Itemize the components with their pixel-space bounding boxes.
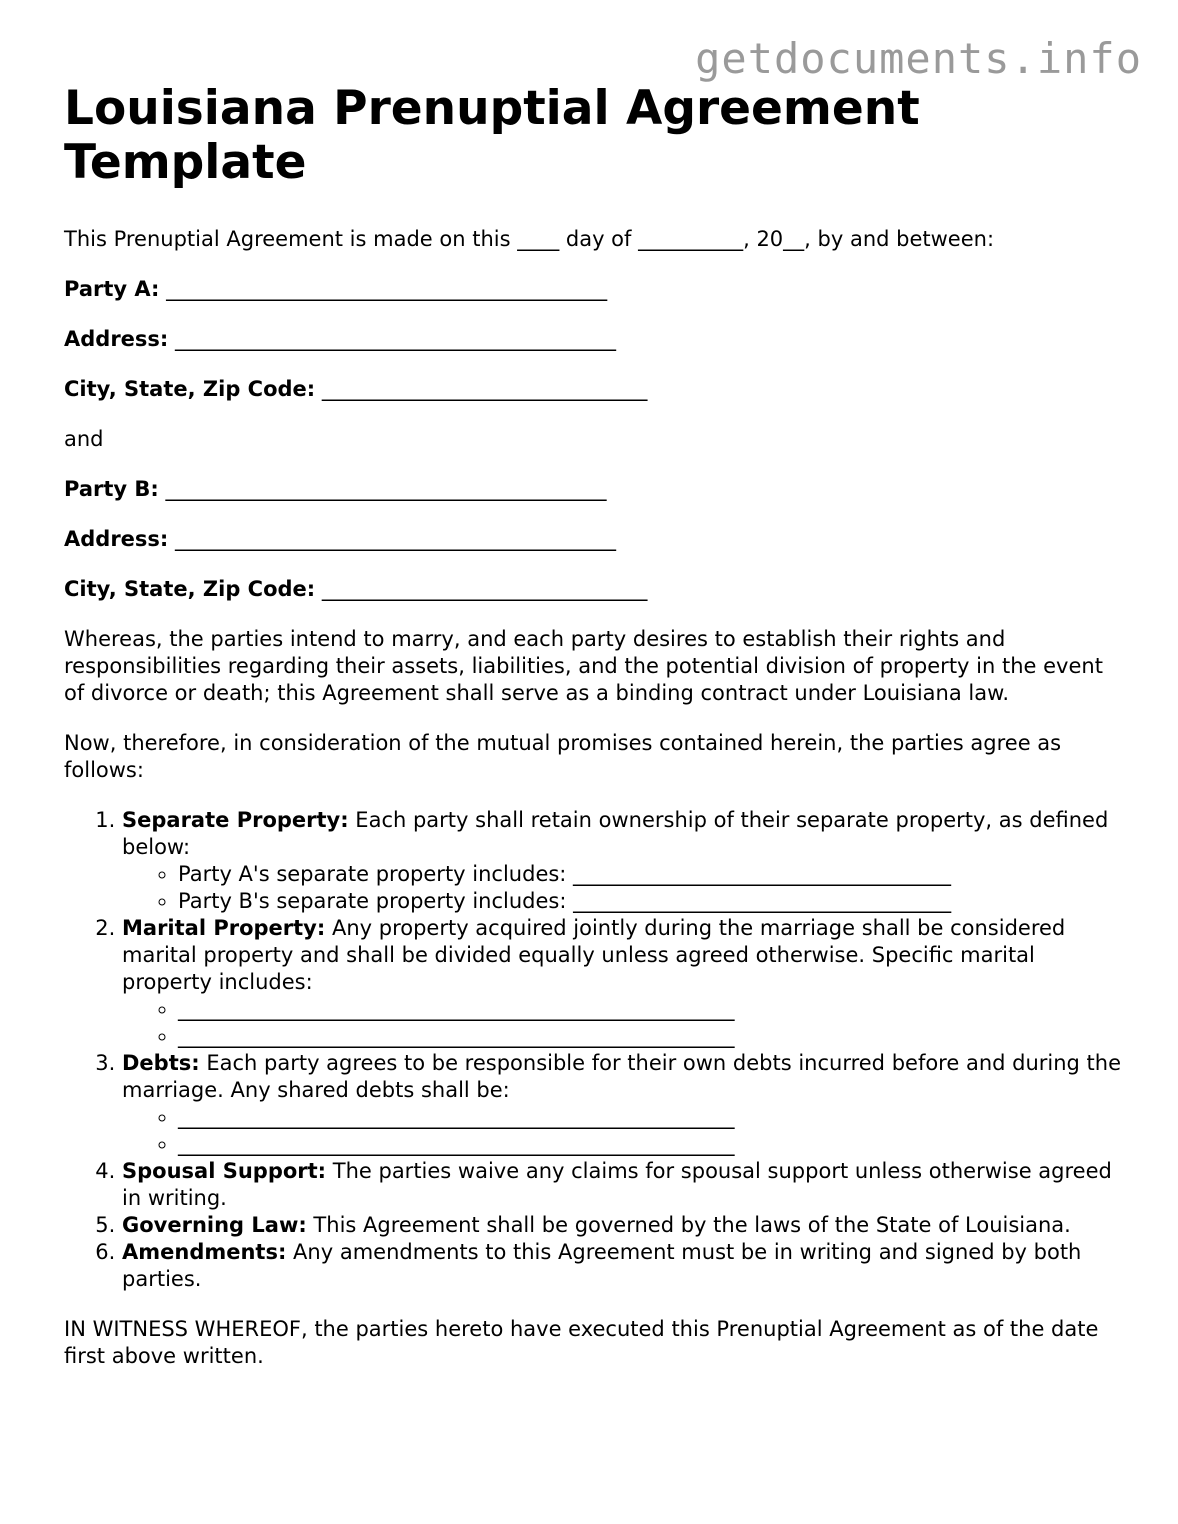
party-a-city-field: [64, 376, 1124, 403]
party-a-name-blank: __________________________________________: [166, 277, 608, 301]
term-spousal-support: [122, 1158, 1124, 1212]
party-b-address-field: [64, 526, 1124, 553]
document-page: [64, 82, 1124, 1370]
term-heading: Marital Property:: [122, 916, 326, 940]
term-heading: Amendments:: [122, 1240, 287, 1264]
terms-list: [64, 807, 1124, 1293]
term-text: The parties waive any claims for spousal support unless otherwise agreed in writing.: [122, 1159, 1112, 1210]
term-text: This Agreement shall be governed by the laws of the State of Louisiana.: [306, 1213, 1071, 1237]
party-a-city-label: City, State, Zip Code:: [64, 377, 316, 401]
sub-list: [122, 1104, 1124, 1158]
party-b-city-blank: _______________________________: [321, 577, 648, 601]
intro-paragraph: This Prenuptial Agreement is made on this ____ day of __________, 20__, by and between:: [64, 227, 995, 251]
sub-item: ◦ _____________________________________________________: [178, 1131, 1124, 1158]
term-heading: Separate Property:: [122, 808, 349, 832]
witness-paragraph: IN WITNESS WHEREOF, the parties hereto have executed this Prenuptial Agreement as of the date first above written.: [64, 1317, 1099, 1368]
party-a-address-field: [64, 326, 1124, 353]
sub-list: [122, 861, 1124, 915]
term-debts: [122, 1050, 1124, 1158]
party-a-address-blank: __________________________________________: [175, 327, 617, 351]
term-text: Any amendments to this Agreement must be in writing and signed by both parties.: [122, 1240, 1082, 1291]
party-a-address-label: Address:: [64, 327, 169, 351]
term-text: Each party shall retain ownership of their separate property, as defined below:: [122, 808, 1109, 859]
term-amendments: [122, 1239, 1124, 1293]
party-a-name-label: Party A:: [64, 277, 160, 301]
term-governing-law: [122, 1212, 1124, 1239]
term-heading: Governing Law:: [122, 1213, 307, 1237]
now-therefore-paragraph: Now, therefore, in consideration of the mutual promises contained herein, the parties agree as follows:: [64, 731, 1062, 782]
term-heading: Debts:: [122, 1051, 200, 1075]
term-text: Any property acquired jointly during the marriage shall be considered marital property and shall be divided equally unless agreed otherwise. Specific marital property includes:: [122, 916, 1066, 994]
watermark: getdocuments.info: [695, 34, 1142, 83]
party-b-address-label: Address:: [64, 527, 169, 551]
party-b-name-field: [64, 476, 1124, 503]
sub-item: ◦ _____________________________________________________: [178, 1023, 1124, 1050]
party-a-name-field: [64, 276, 1124, 303]
page-title: Louisiana Prenuptial Agreement Template: [64, 81, 920, 190]
sub-item: ◦ _____________________________________________________: [178, 996, 1124, 1023]
whereas-paragraph: Whereas, the parties intend to marry, and each party desires to establish their rights and responsibilities regarding their assets, liabilities, and the potential division of property in the event of divorce or death; this Agreement shall serve as a binding contract under Louisiana law.: [64, 627, 1103, 705]
term-marital-property: [122, 915, 1124, 1050]
term-heading: Spousal Support:: [122, 1159, 327, 1183]
party-b-name-label: Party B:: [64, 477, 159, 501]
sub-item: ◦ Party B's separate property includes: ____________________________________: [178, 888, 1124, 915]
party-b-name-blank: __________________________________________: [165, 477, 607, 501]
sub-list: [122, 996, 1124, 1050]
party-b-city-field: [64, 576, 1124, 603]
term-separate-property: [122, 807, 1124, 915]
sub-item: ◦ _____________________________________________________: [178, 1104, 1124, 1131]
and-text: and: [64, 427, 104, 451]
party-b-address-blank: __________________________________________: [175, 527, 617, 551]
party-b-city-label: City, State, Zip Code:: [64, 577, 316, 601]
term-text: Each party agrees to be responsible for their own debts incurred before and during the marriage. Any shared debts shall be:: [122, 1051, 1122, 1102]
sub-item: ◦ Party A's separate property includes: ____________________________________: [178, 861, 1124, 888]
party-a-city-blank: _______________________________: [321, 377, 648, 401]
